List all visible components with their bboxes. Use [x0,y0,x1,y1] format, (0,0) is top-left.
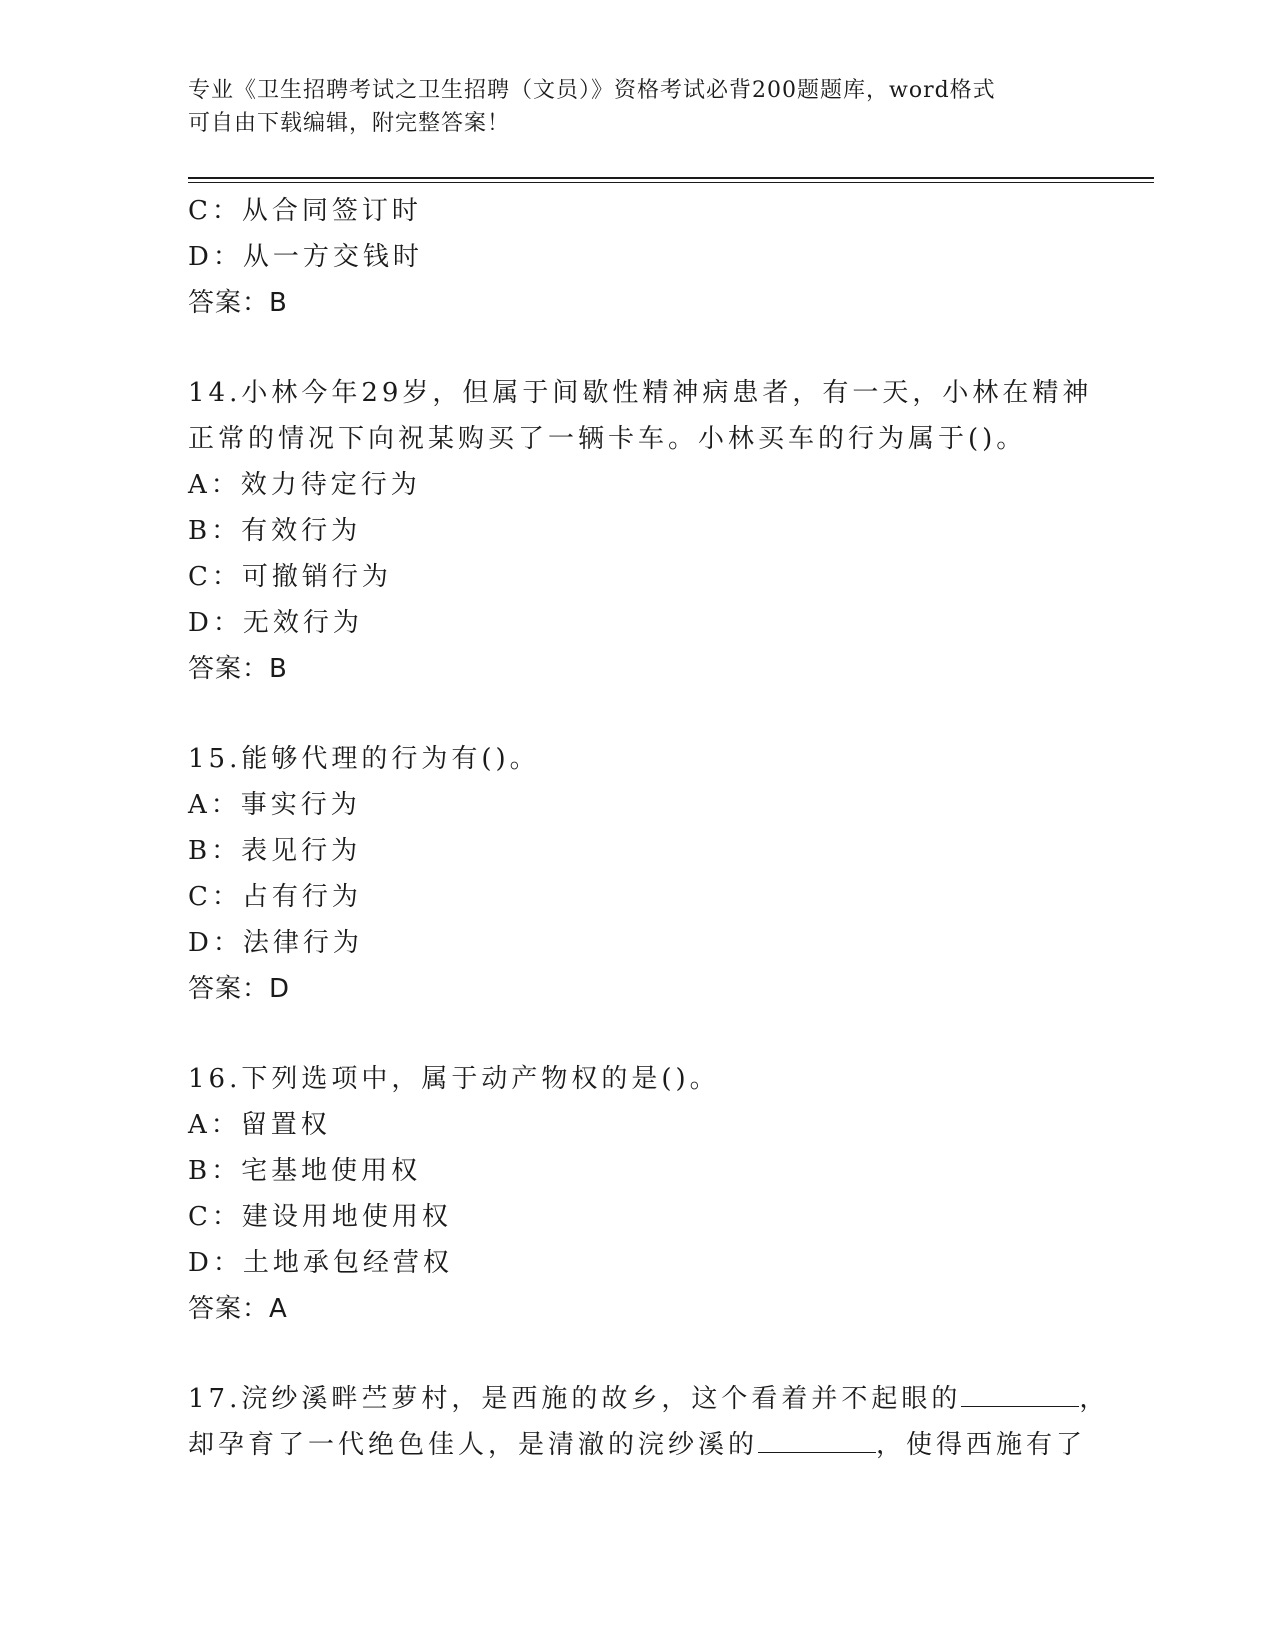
stem-text: 却孕育了一代绝色佳人，是清澈的浣纱溪的 [188,1430,759,1460]
question-14 [188,370,1093,692]
answer-line: 答案：D [188,974,291,1004]
question-16 [188,1056,1088,1332]
question-stem: 14.小林今年29岁，但属于间歇性精神病患者，有一天，小林在精神 [188,378,1093,408]
fill-in-blank [961,1380,1079,1407]
header-divider-thin [188,182,1154,183]
question-stem: 15.能够代理的行为有()。 [188,744,540,774]
question-list [188,188,1110,1468]
option-d: D：土地承包经营权 [188,1248,453,1278]
question-stem-continued [188,1422,1088,1468]
spacer [188,326,1088,370]
spacer [188,1012,1088,1056]
option-a: A：事实行为 [188,790,361,820]
fill-in-blank [758,1426,876,1453]
option-d: D：无效行为 [188,608,363,638]
option-c: C：占有行为 [188,882,362,912]
question-stem-continued: 正常的情况下向祝某购买了一辆卡车。小林买车的行为属于()。 [188,424,1027,454]
option-b: B：有效行为 [188,516,362,546]
option-b: B：表见行为 [188,836,362,866]
option-d: D：法律行为 [188,928,363,958]
question-17 [188,1376,1110,1468]
question-stem [188,1376,1110,1422]
answer-line: 答案：B [188,654,288,684]
option-b: B：宅基地使用权 [188,1156,422,1186]
stem-text: ， [1079,1384,1110,1414]
option-c: C：从合同签订时 [188,196,422,226]
option-d: D：从一方交钱时 [188,242,423,272]
document-header [188,74,1068,140]
spacer [188,692,1088,736]
option-a: A：效力待定行为 [188,470,421,500]
question-15 [188,736,1088,1012]
header-title-line-1: 专业《卫生招聘考试之卫生招聘（文员）》资格考试必背200题题库，word格式 [188,78,996,103]
spacer [188,1332,1088,1376]
question-13 [188,188,1088,326]
stem-text: 17.浣纱溪畔苎萝村，是西施的故乡，这个看着并不起眼的 [188,1384,962,1414]
answer-line: 答案：A [188,1294,288,1324]
option-c: C：可撤销行为 [188,562,392,592]
answer-line: 答案：B [188,288,288,318]
option-c: C：建设用地使用权 [188,1202,452,1232]
stem-text: ，使得西施有了 [876,1430,1087,1460]
header-title-line-2: 可自由下载编辑，附完整答案！ [188,111,511,136]
option-a: A：留置权 [188,1110,331,1140]
question-stem: 16.下列选项中，属于动产物权的是()。 [188,1064,720,1094]
header-divider-thick [188,177,1154,179]
